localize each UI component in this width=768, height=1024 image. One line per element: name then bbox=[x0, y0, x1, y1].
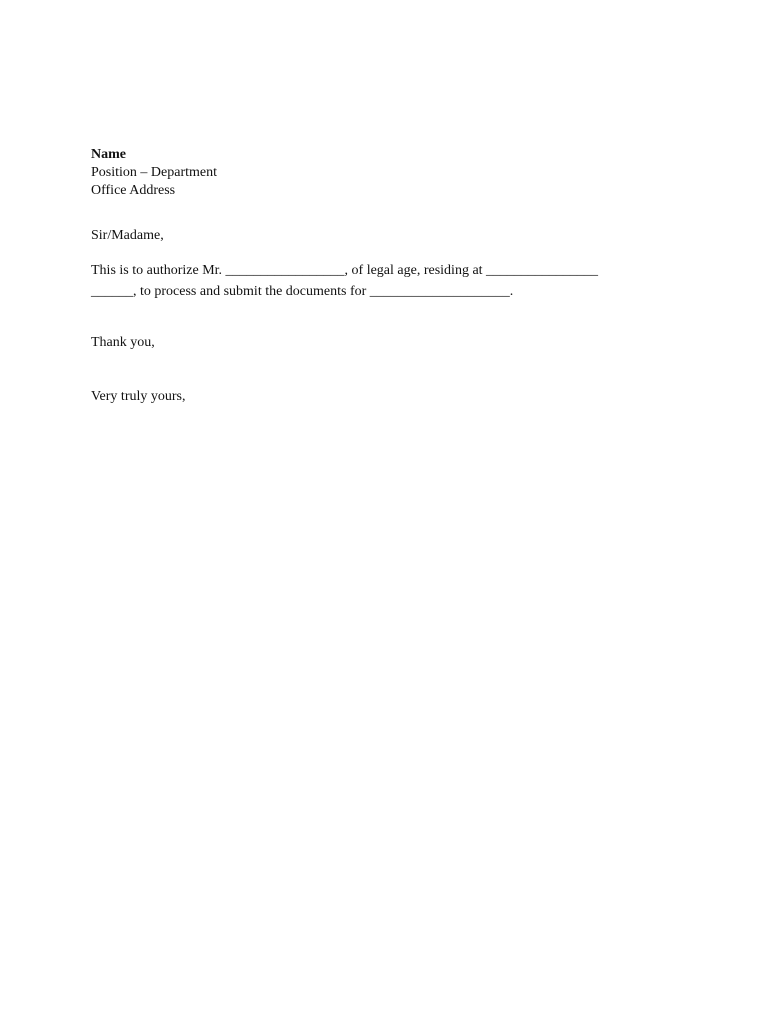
salutation: Sir/Madame, bbox=[91, 228, 164, 243]
sender-position: Position – Department bbox=[91, 165, 217, 180]
thank-you-line: Thank you, bbox=[91, 335, 155, 350]
sender-office-address: Office Address bbox=[91, 183, 176, 198]
closing-line: Very truly yours, bbox=[91, 389, 186, 404]
sender-name: Name bbox=[91, 147, 126, 162]
body-paragraph-line-1: This is to authorize Mr. _________________, of legal age, residing at ________________ bbox=[91, 263, 599, 278]
body-paragraph-line-2: ______, to process and submit the documents for ____________________. bbox=[91, 284, 514, 299]
